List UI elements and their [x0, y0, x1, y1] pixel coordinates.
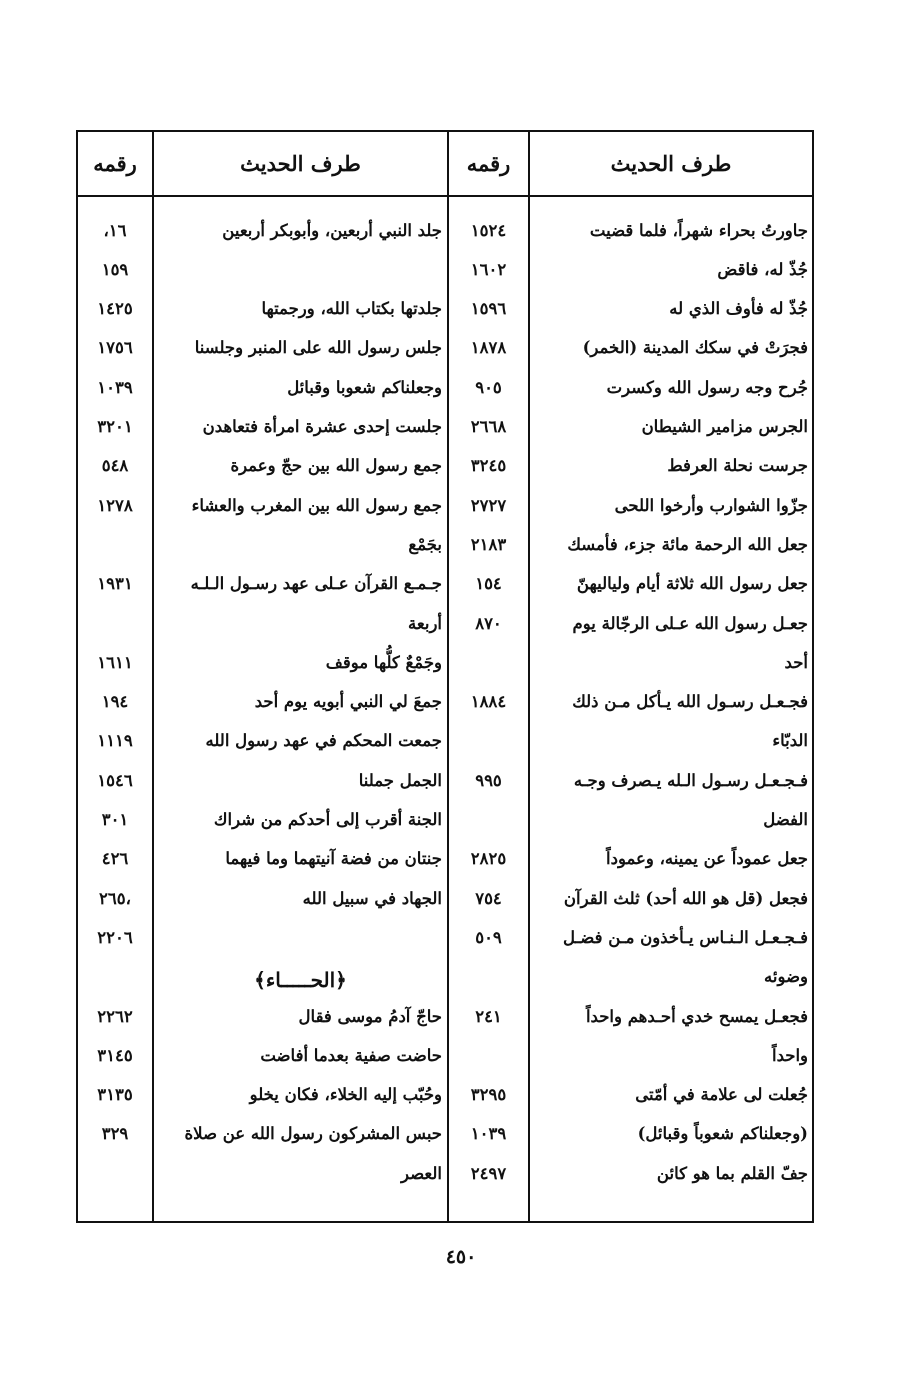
- entry-number-right: ١٥٢٤: [470, 220, 507, 240]
- entry-number-left: [78, 957, 152, 997]
- header-number-left: رقمه: [93, 151, 137, 176]
- entry-text-right: أحد: [784, 652, 808, 672]
- entry-text-left: العصر: [401, 1163, 442, 1183]
- entry-number-right: ١٨٧٨: [470, 338, 507, 358]
- entry-text-left: جلست إحدى عشرة امرأة فتعاهدن: [202, 417, 442, 436]
- entry-number-left: ١٥٤٦: [97, 770, 133, 790]
- entry-number-right: ٢٤٩٧: [470, 1163, 507, 1183]
- col-divider-3: [528, 132, 530, 1221]
- entry-text-left: الجمل جملنا: [358, 770, 442, 790]
- entry-number-left: ١٩٣١: [97, 574, 133, 594]
- entry-number-right: ٨٧٠: [475, 613, 502, 633]
- entry-text-left: جمعَ لي النبي أبويه يوم أحد: [254, 692, 442, 712]
- entry-text-right: الفضل: [763, 810, 808, 829]
- header-hadith-right: طرف الحديث: [610, 151, 732, 176]
- entry-number-right: [449, 1035, 528, 1075]
- entry-text-right: فجـعـل رسـول الله يـأكل مـن ذلك: [572, 692, 808, 712]
- entry-number-right: ٢٦٦٨: [470, 417, 507, 436]
- entry-number-left: ١٢٧٨: [97, 495, 133, 515]
- entry-text-right: فجرَتْ في سكك المدينة (الخمر): [582, 338, 808, 358]
- entry-number-left: ١٧٥٦: [97, 338, 133, 358]
- entry-text-left: [160, 917, 442, 957]
- header-rule: [78, 195, 812, 197]
- entry-text-left: أربعة: [408, 613, 442, 633]
- entry-number-right: ٩٠٥: [475, 377, 502, 397]
- entry-number-right: [449, 721, 528, 761]
- entry-number-left: ١١١٩: [97, 731, 133, 751]
- entry-text-right: فـجـعـل رسـول الـله يـصرف وجـه: [573, 770, 808, 790]
- entry-number-right: ٢١٨٣: [470, 534, 507, 554]
- index-table: [76, 130, 814, 1223]
- entry-number-right: ٢٧٢٧: [470, 495, 507, 515]
- entry-text-left: [160, 249, 442, 289]
- entry-text-right: الجرس مزامير الشيطان: [641, 417, 808, 436]
- entry-number-left: [78, 603, 152, 643]
- entry-text-left: جلدتها بكتاب الله، ورجمتها: [261, 299, 442, 319]
- entry-number-right: [449, 642, 528, 682]
- entry-number-left: ١٥٩: [101, 259, 129, 279]
- entry-text-left: وجعلناكم شعوبا وقبائل: [287, 377, 442, 397]
- entry-number-right: ٧٥٤: [475, 888, 502, 908]
- col-divider-1: [152, 132, 154, 1221]
- entry-number-right: [449, 957, 528, 997]
- entry-text-left: حاضت صفية بعدما أفاضت: [260, 1045, 442, 1065]
- entry-text-left: وحُبّب إليه الخلاء، فكان يخلو: [249, 1085, 442, 1105]
- entry-number-left: ٥٤٨: [101, 456, 129, 476]
- entry-text-left: وجَمْعٌ كلُّها موقف: [325, 652, 442, 672]
- entry-text-right: فجعـل يمسح خدي أحـدهم واحداً: [585, 1006, 808, 1026]
- entry-text-right: فـجـعـل الـنـاس يـأخذون مـن فضـل: [562, 927, 808, 947]
- entry-number-right: ١٥٤: [475, 574, 502, 594]
- entry-number-left: ٣١٤٥: [97, 1045, 133, 1065]
- entry-number-right: ٩٩٥: [475, 770, 502, 790]
- entry-text-left: جـمـع القرآن عـلى عهد رسـول الـلـه: [190, 574, 442, 594]
- entry-text-right: جرست نحلة العرفط: [667, 456, 808, 476]
- entry-number-left: ،٢٦٥: [99, 888, 131, 908]
- entry-text-right: (وجعلناكم شعوباً وقبائل): [637, 1124, 808, 1144]
- entry-text-right: جُرح وجه رسول الله وكسرت: [606, 377, 808, 397]
- entry-text-right: جعـل رسول الله عـلى الرجّالة يوم: [572, 613, 808, 633]
- entry-text-right: فجعل (قل هو الله أحد) ثلث القرآن: [563, 888, 808, 908]
- entry-number-right: ٢٤١: [475, 1006, 502, 1026]
- entry-number-left: ٣٠١: [101, 810, 129, 829]
- entry-text-left: الجهاد في سبيل الله: [302, 888, 442, 908]
- entry-number-right: ٢٨٢٥: [470, 849, 507, 869]
- entry-number-left: ٢٢٠٦: [97, 927, 133, 947]
- page-number: ٤٥٠: [445, 1246, 477, 1268]
- entry-number-left: [78, 524, 152, 564]
- entry-number-left: ٣٢٠١: [97, 417, 133, 436]
- entry-text-left: جنتان من فضة آنيتهما وما فيهما: [225, 849, 442, 869]
- entry-number-right: ٥٠٩: [475, 927, 502, 947]
- entry-number-right: ١٦٠٢: [470, 259, 507, 279]
- entry-text-left: بجَمْع: [408, 534, 442, 554]
- entry-text-right: جُذّ له فأوف الذي له: [669, 299, 808, 319]
- entry-text-right: الدبّاء: [772, 731, 808, 751]
- section-heading: ﴿الحـــــاء﴾: [254, 968, 347, 992]
- entry-text-right: جعل الله الرحمة مائة جزء، فأمسك: [567, 534, 808, 554]
- entry-text-right: جُذّ له، فاقض: [717, 259, 808, 279]
- entry-number-left: ١٦١١: [97, 652, 133, 672]
- entry-text-left: جلد النبي أربعين، وأبوبكر أربعين: [222, 220, 442, 240]
- entry-number-left: ٣١٣٥: [97, 1085, 133, 1105]
- entry-number-right: ٣٢٤٥: [470, 456, 507, 476]
- entry-text-left: جمع رسول الله بين حجّ وعمرة: [230, 456, 442, 476]
- entry-text-left: الجنة أقرب إلى أحدكم من شراك: [213, 810, 442, 829]
- entry-number-left: ٢٢٦٢: [97, 1006, 133, 1026]
- entry-text-right: جعل رسول الله ثلاثة أيام ولياليهنّ: [576, 574, 808, 594]
- entry-text-left: جمع رسول الله بين المغرب والعشاء: [191, 495, 442, 515]
- entry-number-left: ٤٢٦: [101, 849, 129, 869]
- entry-number-left: ١٠٣٩: [97, 377, 133, 397]
- entry-text-right: جفّ القلم بما هو كائن: [656, 1163, 808, 1183]
- entry-number-right: ١٥٩٦: [470, 299, 507, 319]
- entry-number-right: [449, 800, 528, 840]
- entry-number-right: ١٠٣٩: [470, 1124, 507, 1144]
- entry-text-left: حبس المشركون رسول الله عن صلاة: [184, 1124, 442, 1144]
- entry-text-right: واحداً: [772, 1045, 808, 1065]
- header-number-right: رقمه: [466, 151, 511, 176]
- entry-text-right: وضوئه: [764, 967, 808, 987]
- entry-number-left: ٣٢٩: [101, 1124, 129, 1144]
- entry-text-left: جمعت المحكم في عهد رسول الله: [205, 731, 442, 751]
- entry-number-left: ١٦،: [103, 220, 127, 240]
- entry-text-left: حاجّ آدمُ موسى فقال: [298, 1006, 442, 1026]
- entry-number-left: ١٤٢٥: [97, 299, 133, 319]
- entry-text-left: جلس رسول الله على المنبر وجلسنا: [194, 338, 442, 358]
- entry-text-right: جعل عموداً عن يمينه، وعموداً: [606, 849, 808, 869]
- entry-number-left: [78, 1153, 152, 1193]
- entry-text-right: جُعلت لى علامة في أمّتى: [635, 1085, 808, 1105]
- entry-number-right: ١٨٨٤: [470, 692, 507, 712]
- entry-number-left: ١٩٤: [101, 692, 129, 712]
- entry-number-right: ٣٢٩٥: [470, 1085, 507, 1105]
- header-hadith-left: طرف الحديث: [240, 151, 361, 176]
- entry-text-right: جزّوا الشوارب وأرخوا اللحى: [614, 495, 808, 515]
- entry-text-right: جاورتُ بحراء شهراً، فلما قضيت: [589, 220, 808, 240]
